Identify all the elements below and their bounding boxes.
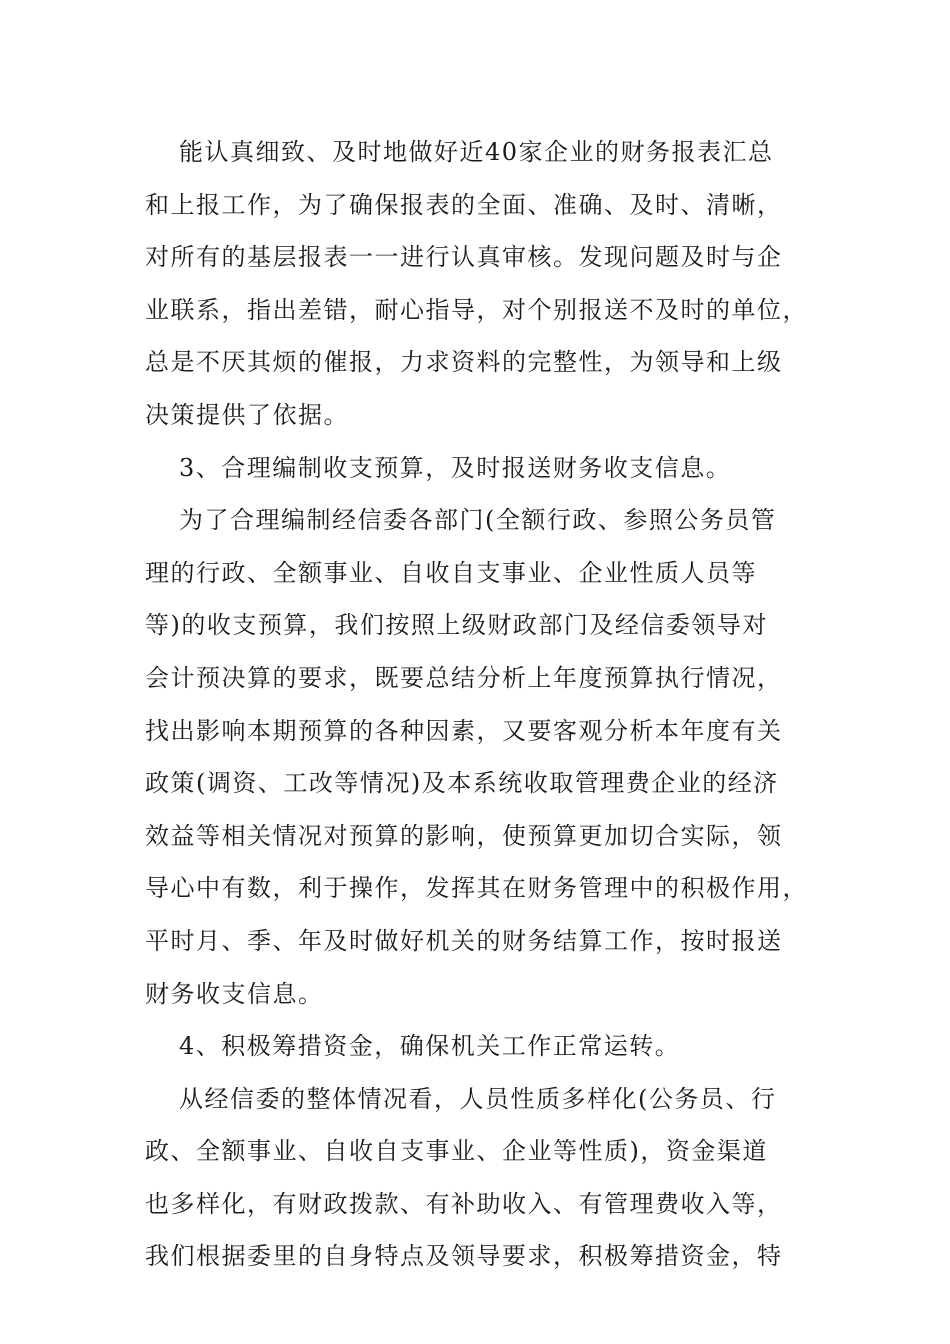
text-line: 平时月、季、年及时做好机关的财务结算工作，按时报送: [145, 926, 783, 955]
text-line: 理的行政、全额事业、自收自支事业、企业性质人员等: [145, 558, 757, 587]
text-line: 财务收支信息。: [145, 979, 324, 1008]
text-line: 政策(调资、工改等情况)及本系统收取管理费企业的经济: [145, 769, 779, 798]
text-line: 找出影响本期预算的各种因素，又要客观分析本年度有关: [145, 716, 783, 745]
text-line: 对所有的基层报表一一进行认真审核。发现问题及时与企: [145, 243, 783, 272]
text-line: 效益等相关情况对预算的影响，使预算更加切合实际，领: [145, 821, 783, 850]
text-line: 4、积极筹措资金，确保机关工作正常运转。: [179, 1032, 681, 1061]
text-line: 也多样化，有财政拨款、有补助收入、有管理费收入等，: [145, 1189, 783, 1218]
text-line: 总是不厌其烦的催报，力求资料的完整性，为领导和上级: [145, 348, 783, 377]
text-line: 和上报工作，为了确保报表的全面、准确、及时、清晰，: [145, 190, 783, 219]
text-line: 为了合理编制经信委各部门(全额行政、参照公务员管: [179, 506, 777, 535]
text-line: 会计预决算的要求，既要总结分析上年度预算执行情况，: [145, 663, 783, 692]
text-line: 从经信委的整体情况看，人员性质多样化(公务员、行: [179, 1084, 777, 1113]
text-line: 政、全额事业、自收自支事业、企业等性质)，资金渠道: [145, 1137, 768, 1166]
text-line: 导心中有数，利于操作，发挥其在财务管理中的积极作用，: [145, 874, 808, 903]
document-body: [145, 126, 808, 1283]
text-line: 3、合理编制收支预算，及时报送财务收支信息。: [179, 453, 732, 482]
text-line: 能认真细致、及时地做好近40家企业的财务报表汇总: [179, 138, 774, 166]
text-line: 业联系，指出差错，耐心指导，对个别报送不及时的单位，: [145, 295, 808, 324]
text-line: 我们根据委里的自身特点及领导要求，积极筹措资金，特: [145, 1242, 783, 1271]
text-line: 等)的收支预算，我们按照上级财政部门及经信委领导对: [145, 611, 768, 640]
text-line: 决策提供了依据。: [145, 400, 349, 429]
